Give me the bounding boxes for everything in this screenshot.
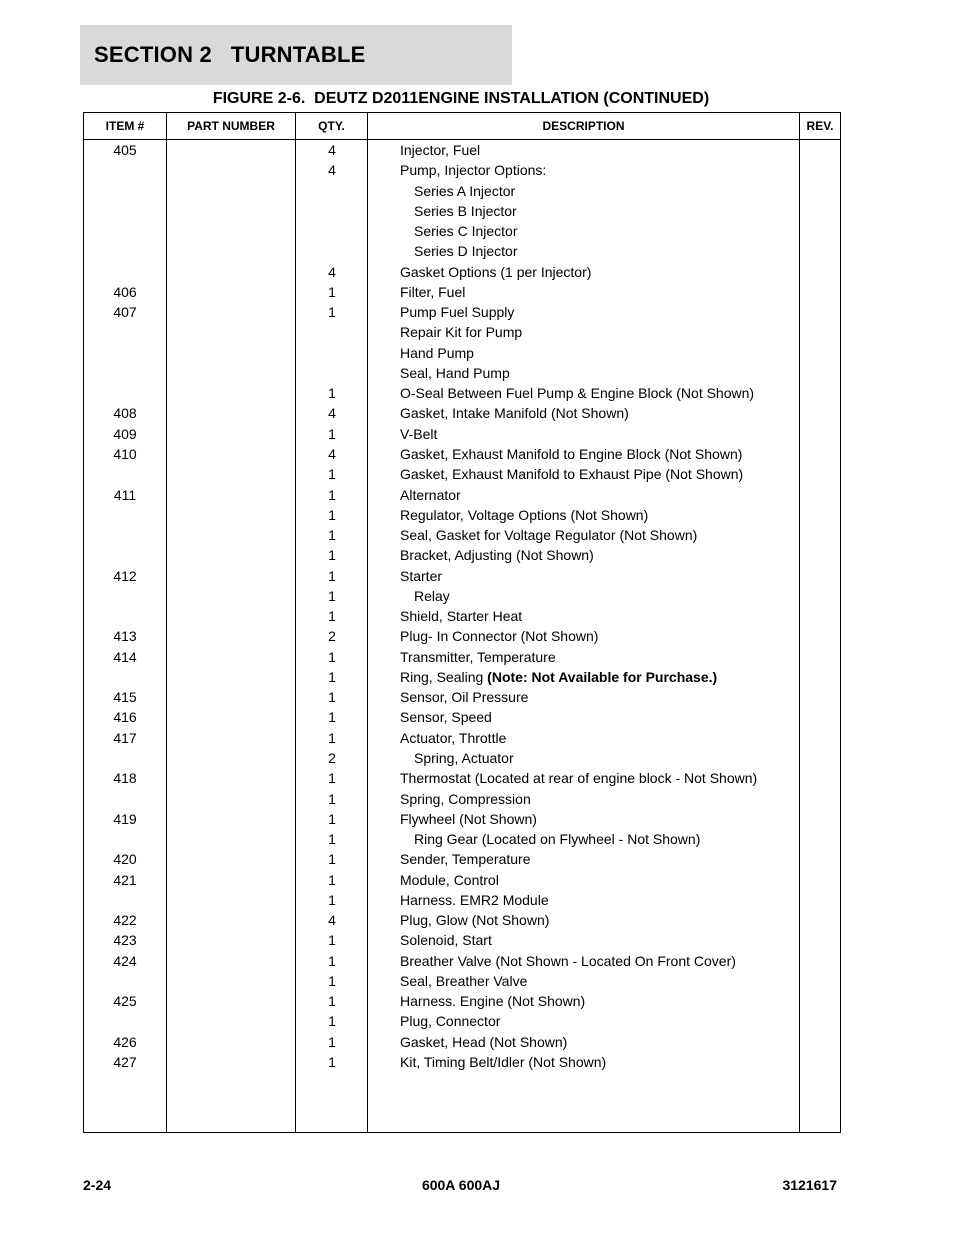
- description: [400, 487, 461, 503]
- quantity: 1: [328, 304, 336, 321]
- description: [400, 162, 546, 178]
- quantity: 1: [328, 810, 336, 827]
- table-row: [84, 687, 840, 707]
- section-banner: [80, 25, 512, 85]
- description: [400, 851, 531, 867]
- table-row: [84, 525, 840, 545]
- quantity: 4: [328, 405, 336, 422]
- description-text: Repair Kit for Pump: [400, 324, 523, 341]
- description: [400, 953, 736, 969]
- quantity: 1: [328, 972, 336, 989]
- table-row: [84, 647, 840, 667]
- description-text: Shield, Starter Heat: [400, 608, 523, 625]
- model-number: 600A 600AJ: [421, 1177, 501, 1193]
- description: [400, 730, 506, 746]
- description: [400, 284, 465, 300]
- description-text: Series C Injector: [414, 223, 518, 240]
- description: [400, 507, 648, 523]
- quantity: 1: [328, 851, 336, 868]
- description: [400, 689, 528, 705]
- item-number: 417: [113, 729, 137, 746]
- description-text: Ring, Sealing: [400, 668, 488, 685]
- table-row: [84, 809, 840, 829]
- quantity: 4: [328, 142, 336, 158]
- description-text: Sender, Temperature: [400, 851, 531, 868]
- description: [414, 243, 517, 259]
- table-row: [84, 1032, 840, 1052]
- description: [400, 527, 697, 543]
- item-number: 406: [113, 283, 137, 300]
- description-text: Pump, Injector Options:: [400, 162, 547, 179]
- quantity: 1: [328, 1033, 336, 1050]
- quantity: 4: [328, 162, 336, 179]
- description-text: Seal, Gasket for Voltage Regulator (Not Shown): [400, 527, 698, 544]
- table-row: [84, 282, 840, 302]
- table-row: [84, 485, 840, 505]
- quantity: 1: [328, 587, 336, 604]
- page-number: 2-24: [83, 1177, 112, 1193]
- description: [400, 649, 556, 665]
- table-row: [84, 870, 840, 890]
- description: [400, 324, 522, 340]
- quantity: 1: [328, 891, 336, 908]
- table-row: [84, 890, 840, 910]
- description: [400, 142, 480, 158]
- description: [414, 588, 450, 604]
- description-text: Series A Injector: [414, 182, 516, 199]
- table-row: [84, 262, 840, 282]
- description-text: Pump Fuel Supply: [400, 304, 515, 321]
- description: [400, 365, 510, 381]
- column-header-item: ITEM #: [105, 119, 145, 133]
- table-row: [84, 829, 840, 849]
- table-body: [84, 140, 840, 1072]
- item-number: 415: [113, 689, 137, 706]
- item-number: 427: [113, 1053, 137, 1070]
- description-text: Relay: [414, 587, 450, 604]
- description-text: Hand Pump: [400, 344, 474, 361]
- column-header-rev: REV.: [806, 119, 834, 133]
- item-number: 423: [113, 932, 137, 949]
- quantity: 1: [328, 952, 336, 969]
- description-text: Sensor, Oil Pressure: [400, 689, 529, 706]
- description-note: (Note: Not Available for Purchase.): [487, 668, 718, 685]
- quantity: 1: [328, 567, 336, 584]
- section-title: SECTION 2 TURNTABLE: [94, 42, 366, 67]
- description-text: Thermostat (Located at rear of engine block - Not Shown): [400, 770, 758, 787]
- table-row: [84, 201, 840, 221]
- description-text: Regulator, Voltage Options (Not Shown): [400, 506, 649, 523]
- description: [414, 183, 515, 199]
- description: [400, 1054, 606, 1070]
- description-text: Starter: [400, 567, 443, 584]
- description-text: Breather Valve (Not Shown - Located On Front Cover): [400, 952, 736, 969]
- quantity: 1: [328, 790, 336, 807]
- item-number: 420: [113, 851, 137, 868]
- description: [400, 791, 531, 807]
- description-text: Plug, Glow (Not Shown): [400, 912, 550, 929]
- table-row: [84, 140, 840, 160]
- description: [400, 405, 629, 421]
- description-text: Transmitter, Temperature: [400, 648, 556, 665]
- item-number: 411: [113, 486, 137, 503]
- description-text: Seal, Hand Pump: [400, 364, 510, 381]
- quantity: 1: [328, 547, 336, 564]
- item-number: 421: [113, 871, 137, 888]
- description-text: O-Seal Between Fuel Pump & Engine Block (Not Shown): [400, 385, 755, 402]
- item-number: 408: [113, 405, 137, 422]
- quantity: 1: [328, 506, 336, 523]
- description-text: Gasket, Exhaust Manifold to Engine Block (Not Shown): [400, 445, 743, 462]
- description: [400, 568, 442, 584]
- table-row: [84, 181, 840, 201]
- description-text: Series B Injector: [414, 202, 517, 219]
- description: [400, 1013, 500, 1029]
- quantity: 1: [328, 648, 336, 665]
- quantity: 4: [328, 912, 336, 929]
- table-row: [84, 343, 840, 363]
- quantity: 4: [328, 263, 336, 280]
- description: [400, 446, 742, 462]
- table-row: [84, 363, 840, 383]
- item-number: 409: [113, 425, 137, 442]
- item-number: 419: [113, 810, 137, 827]
- quantity: 1: [328, 283, 336, 300]
- description: [400, 932, 492, 948]
- description-text: Harness. Engine (Not Shown): [400, 993, 586, 1010]
- description: [414, 203, 517, 219]
- description: [400, 385, 754, 401]
- quantity: 1: [328, 385, 336, 402]
- table-row: [84, 1011, 840, 1031]
- description-text: Module, Control: [400, 871, 499, 888]
- table-row: [84, 545, 840, 565]
- item-number: 426: [113, 1033, 137, 1050]
- item-number: 412: [113, 567, 137, 584]
- description-text: Sensor, Speed: [400, 709, 492, 726]
- description-text: Gasket, Exhaust Manifold to Exhaust Pipe (Not Shown): [400, 466, 744, 483]
- table-row: [84, 971, 840, 991]
- item-number: 422: [113, 912, 137, 929]
- item-number: 407: [113, 304, 137, 321]
- document-number: 3121617: [782, 1177, 837, 1193]
- item-number: 425: [113, 993, 137, 1010]
- quantity: 1: [328, 1053, 336, 1070]
- quantity: 2: [328, 749, 336, 766]
- description-text: Filter, Fuel: [400, 283, 466, 300]
- description: [400, 892, 549, 908]
- description-text: Plug, Connector: [400, 1013, 501, 1030]
- description: [400, 993, 585, 1009]
- item-number: 416: [113, 709, 137, 726]
- description-text: Ring Gear (Located on Flywheel - Not Shown): [414, 831, 701, 848]
- table-row: [84, 464, 840, 484]
- description-text: V-Belt: [400, 425, 438, 442]
- quantity: 1: [328, 993, 336, 1010]
- quantity: 1: [328, 668, 336, 685]
- table-row: [84, 606, 840, 626]
- parts-table: [83, 112, 841, 1133]
- item-number: 413: [113, 628, 137, 645]
- column-header-qty: QTY.: [318, 119, 345, 133]
- quantity: 1: [328, 689, 336, 706]
- description: [414, 831, 700, 847]
- table-row: [84, 383, 840, 403]
- quantity: 1: [328, 1013, 336, 1030]
- description: [400, 547, 594, 563]
- table-row: [84, 667, 840, 687]
- quantity: 1: [328, 486, 336, 503]
- quantity: 1: [328, 425, 336, 442]
- description: [400, 264, 591, 280]
- description: [400, 466, 743, 482]
- item-number: 414: [113, 648, 137, 665]
- quantity: 1: [328, 871, 336, 888]
- table-row: [84, 951, 840, 971]
- description-text: Series D Injector: [414, 243, 518, 260]
- figure-title: FIGURE 2-6. DEUTZ D2011ENGINE INSTALLATION (CONTINUED): [212, 90, 710, 107]
- description: [400, 912, 549, 928]
- description-text: Gasket Options (1 per Injector): [400, 263, 592, 280]
- description-text: Bracket, Adjusting (Not Shown): [400, 547, 594, 564]
- table-row: [84, 930, 840, 950]
- quantity: 1: [328, 729, 336, 746]
- table-row: [84, 403, 840, 423]
- table-row: [84, 991, 840, 1011]
- description: [400, 770, 757, 786]
- description-text: Seal, Breather Valve: [400, 972, 528, 989]
- item-number: 424: [113, 952, 137, 969]
- table-row: [84, 444, 840, 464]
- description-text: Gasket, Intake Manifold (Not Shown): [400, 405, 629, 422]
- description: [414, 750, 514, 766]
- quantity: 1: [328, 608, 336, 625]
- description-text: Alternator: [400, 486, 461, 503]
- table-row: [84, 768, 840, 788]
- column-header-part-number: PART NUMBER: [187, 119, 275, 133]
- quantity: 4: [328, 445, 336, 462]
- description: [400, 345, 474, 361]
- table-row: [84, 707, 840, 727]
- table-row: [84, 505, 840, 525]
- description-text: Plug- In Connector (Not Shown): [400, 628, 599, 645]
- table-row: [84, 586, 840, 606]
- table-row: [84, 322, 840, 342]
- description: [414, 223, 517, 239]
- description-text: Flywheel (Not Shown): [400, 810, 537, 827]
- quantity: 1: [328, 831, 336, 848]
- description-text: Injector, Fuel: [400, 142, 481, 158]
- quantity: 1: [328, 932, 336, 949]
- item-number: 418: [113, 770, 137, 787]
- description: [400, 669, 717, 685]
- table-row: [84, 728, 840, 748]
- table-row: [84, 910, 840, 930]
- item-number: 405: [113, 142, 137, 158]
- description: [400, 1034, 567, 1050]
- quantity: 1: [328, 709, 336, 726]
- table-row: [84, 789, 840, 809]
- description-text: Kit, Timing Belt/Idler (Not Shown): [400, 1053, 607, 1070]
- table-row: [84, 1052, 840, 1072]
- description: [400, 628, 598, 644]
- description-text: Solenoid, Start: [400, 932, 492, 949]
- description: [400, 426, 437, 442]
- description-text: Spring, Actuator: [414, 749, 514, 766]
- item-number: 410: [113, 445, 137, 462]
- table-row: [84, 424, 840, 444]
- table-row: [84, 849, 840, 869]
- description-text: Gasket, Head (Not Shown): [400, 1033, 568, 1050]
- table-row: [84, 626, 840, 646]
- description-text: Spring, Compression: [400, 790, 531, 807]
- table-row: [84, 302, 840, 322]
- quantity: 2: [328, 628, 336, 645]
- description-text: Harness. EMR2 Module: [400, 891, 549, 908]
- table-row: [84, 160, 840, 180]
- table-row: [84, 748, 840, 768]
- description: [400, 811, 537, 827]
- table-row: [84, 241, 840, 261]
- quantity: 1: [328, 466, 336, 483]
- quantity: 1: [328, 527, 336, 544]
- column-header-description: DESCRIPTION: [542, 119, 625, 133]
- description: [400, 973, 527, 989]
- description: [400, 608, 522, 624]
- table-row: [84, 566, 840, 586]
- table-row: [84, 221, 840, 241]
- description: [400, 304, 514, 320]
- description: [400, 872, 499, 888]
- quantity: 1: [328, 770, 336, 787]
- description: [400, 709, 492, 725]
- description-text: Actuator, Throttle: [400, 729, 507, 746]
